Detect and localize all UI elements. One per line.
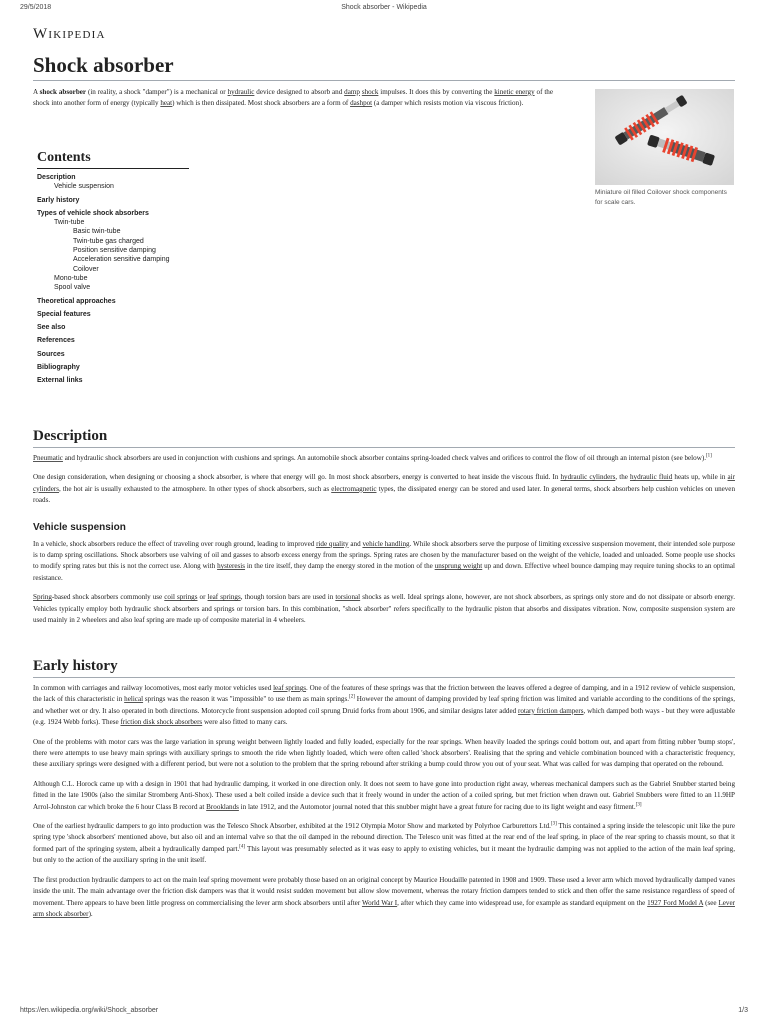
citation-ref[interactable]: [4] [239, 844, 246, 850]
toc-item[interactable]: Description [37, 174, 76, 181]
paragraph: In common with carriages and railway locomotives, most early motor vehicles used leaf springs. One of the features of these springs was that the friction between the leaves offered a degree of damping, and in a 1912 review of vehicle suspension, the lack of this characteristic in helical springs was the reason it was "impossible" to use them as main springs.[2] However the amount of damping provided by leaf spring friction was limited and variable according to the conditions of the springs, and whether wet or dry. It also operated in both directions. Motorcycle front suspension adopted coil sprung Druid forks from about 1906, and similar designs later added rotary friction dampers, which damped both ways - but they were adjustable (e.g. 1924 Webb forks). These friction disk shock absorbers were also fitted to many cars. [33, 684, 735, 727]
toc-item[interactable]: Types of vehicle shock absorbers [37, 209, 149, 217]
section-early-history [33, 657, 735, 928]
page-title: Shock absorber [33, 53, 735, 81]
print-footer [20, 1007, 748, 1019]
print-date: 29/5/2018 [20, 4, 52, 11]
inline-link[interactable]: hydraulic fluid [630, 473, 673, 482]
citation-ref[interactable]: [3] [635, 802, 642, 808]
section-description [33, 427, 735, 634]
inline-link[interactable]: friction disk shock absorbers [120, 718, 203, 727]
thumbnail [595, 89, 734, 208]
toc-item[interactable]: Coilover [73, 265, 99, 273]
citation-ref[interactable]: [2] [349, 695, 355, 701]
section-heading: Description [33, 427, 735, 448]
toc-item[interactable]: Mono-tube [54, 274, 88, 282]
inline-link[interactable]: helical [124, 695, 144, 704]
inline-link[interactable]: rotary friction dampers [518, 706, 584, 715]
bold-term: shock absorber [39, 88, 87, 96]
lead-paragraph: A shock absorber (in reality, a shock "damper") is a mechanical or hydraulic device designed to absorb and damp shock impulses. It does this by converting the kinetic energy of the shock into another form of energy (typically heat) which is then dissipated. Most shock absorbers are a form of dashpot (a damper which resists motion via viscous friction). [33, 88, 553, 108]
paragraph: One of the earliest hydraulic dampers to go into production was the Telesco Shock Absorber, exhibited at the 1912 Olympia Motor Show and marketed by Polyrhoe Carburettors Ltd.[3] This contained a spring inside the telescopic unit like the pure spring type 'shock absorbers' mentioned above, but also oil and an internal valve so that the oil damped in the rebound direction. The Telesco unit was fitted at the rear end of the leaf spring, in place of the rear spring to chassis mount, so that it formed part of the springing system, albeit a hydraulically damped part.[4] This layout was presumably selected as it was easy to apply to existing vehicles, but it meant the hydraulic damping was not applied to the action of the main leaf spring, but only to the action of the auxiliary spring in the unit itself. [33, 821, 735, 865]
paragraph: Although C.L. Horock came up with a design in 1901 that had hydraulic damping, it worked in one direction only. It does not seem to have gone into production right away, whereas mechanical dampers such as the Gabriel Snubber started being fitted in the late 1900s (also the similar Stromberg Anti-Shox). These used a belt coiled inside a device such that it freely wound in under the action of a coiled spring, but met friction when drawn out. Gabriel Snubbers were fitted to an 11.9HP Arrol-Johnston car which broke the 6 hour Class B record at Brooklands in late 1912, and the Automotor journal noted that this snubber might have a great future for racing due to its light weight and easy fitment.[3] [33, 779, 735, 811]
paragraph: Spring-based shock absorbers commonly use coil springs or leaf springs, though torsion bars are used in torsional shocks as well. Ideal springs alone, however, are not shock absorbers, as springs only store and do not dissipate or absorb energy. Vehicles typically employ both hydraulic shock absorbers and springs or torsion bars. In this combination, "shock absorber" refers specifically to the hydraulic piston that absorbs and dissipates vibration. Now, composite suspension system are used mainly in 2 wheelers and also leaf spring are made up of composite material in 4 wheelers. [33, 593, 735, 625]
inline-link[interactable]: vehicle handling [362, 539, 410, 548]
inline-link[interactable]: leaf springs [273, 684, 307, 692]
paragraph: One design consideration, when designing or choosing a shock absorber, is where that energy will go. In most shock absorbers, energy is converted to heat inside the viscous fluid. In hydraulic cylinders, the hydraulic fluid heats up, while in air cylinders, the hot air is usually exhausted to the atmosphere. In other types of shock absorbers, such as electromagnetic types, the dissipated energy can be stored and used later. In general terms, shock absorbers help cushion vehicles on uneven roads. [33, 473, 736, 505]
toc-item[interactable]: Position sensitive damping [73, 247, 156, 255]
citation-ref[interactable]: [3] [550, 821, 557, 827]
inline-link[interactable]: World War I [361, 898, 398, 907]
toc-item[interactable]: Spool valve [54, 284, 91, 292]
paragraph: One of the problems with motor cars was the large variation in sprung weight between lightly loaded and fully loaded, especially for the rear springs. When heavily loaded the springs could bottom out, and apart from fitting rubber 'bump stops', there were attempts to use heavy main springs with auxiliary springs to smooth the ride when lightly loaded, which were often called 'shock absorbers'. Realising that the spring and vehicle combination bounced with a characteristic frequency, these auxiliary springs were designed with a different period, but were not a solution to the problem that the spring rebound after striking a bump could throw you out of your seat. What was called for was damping that operated on the rebound. [33, 737, 735, 769]
inline-link[interactable]: hydraulic cylinders [560, 473, 616, 482]
toc-item[interactable]: Twin-tube [54, 219, 85, 227]
citation-ref[interactable]: [1] [705, 453, 712, 459]
toc-item[interactable]: Early history [37, 196, 80, 204]
inline-link[interactable]: ride quality [316, 539, 349, 548]
article-page [33, 26, 736, 918]
toc-item[interactable]: Basic twin-tube [73, 228, 121, 236]
inline-link[interactable]: Lever arm shock absorber [33, 898, 735, 918]
inline-link[interactable]: torsional [335, 593, 361, 602]
inline-link[interactable]: Pneumatic [33, 454, 63, 462]
print-url: https://en.wikipedia.org/wiki/Shock_absorber [20, 1007, 159, 1014]
inline-link[interactable]: hydraulic [227, 88, 255, 96]
toc-title: Contents [37, 150, 189, 169]
paragraph: In a vehicle, shock absorbers reduce the effect of traveling over rough ground, leading to improved ride quality and vehicle handling. While shock absorbers serve the purpose of limiting excessive suspension movement, their intended sole purpose is to damp spring oscillations. Shock absorbers use valving of oil and gasses to absorb excess energy from the springs. Spring rates are chosen by the manufacturer based on the weight of the vehicle, loaded and unloaded. Some people use shocks to modify spring rates but this is not the correct use. Along with hysteresis in the tire itself, they damp the energy stored in the motion of the unsprung weight up and down. Effective wheel bounce damping may require tuning shocks to an optimal resistance. [33, 539, 736, 582]
table-of-contents [37, 150, 189, 386]
inline-link[interactable]: unsprung weight [434, 562, 483, 571]
inline-link[interactable]: hysteresis [217, 562, 246, 571]
toc-item[interactable]: Vehicle suspension [54, 183, 114, 191]
lead-section [33, 87, 553, 110]
inline-link[interactable]: coil springs [164, 593, 198, 602]
print-page-number: 1/3 [738, 1007, 748, 1014]
toc-item[interactable]: References [37, 337, 75, 345]
thumbnail-caption: Miniature oil filled Coilover shock components for scale cars. [595, 189, 727, 206]
shock-absorber-image[interactable] [595, 89, 734, 185]
toc-item[interactable]: Sources [37, 350, 65, 358]
toc-list [37, 173, 189, 386]
wikipedia-wordmark[interactable]: Wikipedia [33, 26, 106, 42]
inline-link[interactable]: Spring [33, 593, 52, 602]
toc-item[interactable]: External links [37, 377, 83, 385]
inline-link[interactable]: shock [361, 88, 379, 96]
paragraph: The first production hydraulic dampers to act on the main leaf spring movement were probably those based on an original concept by Maurice Houdaille patented in 1908 and 1909. These used a lever arm which moved hydraulically damped vanes inside the unit. The main advantage over the friction disk dampers was that it would resist sudden movement but allow slow movement, whereas the rotary friction dampers tended to stick and then offer the same resistance regardless of speed of movement. There appears to have been little progress on commercialising the lever arm shock absorbers until after World War I, after which they came into widespread use, for example as standard equipment on the 1927 Ford Model A (see Lever arm shock absorber). [33, 875, 735, 918]
inline-link[interactable]: dashpot [350, 99, 373, 108]
inline-link[interactable]: heat [160, 99, 173, 108]
toc-item[interactable]: Bibliography [37, 364, 80, 372]
inline-link[interactable]: kinetic energy [494, 88, 535, 96]
inline-link[interactable]: damp [344, 88, 360, 96]
inline-link[interactable]: electromagnetic [331, 484, 377, 493]
paragraph: Pneumatic and hydraulic shock absorbers are used in conjunction with cushions and springs. An automobile shock absorber contains spring-loaded check valves and orifices to control the flow of oil through an internal piston (see below).[1] [33, 453, 712, 462]
section-heading: Early history [33, 657, 735, 678]
inline-link[interactable]: leaf springs [207, 593, 241, 602]
print-page-title: Shock absorber - Wikipedia [341, 4, 427, 11]
toc-item[interactable]: Theoretical approaches [37, 297, 116, 305]
toc-item[interactable]: Twin-tube gas charged [73, 237, 144, 245]
print-header [20, 4, 748, 16]
inline-link[interactable]: Brooklands [206, 802, 239, 811]
subsection-heading: Vehicle suspension [33, 521, 126, 533]
toc-item[interactable]: See also [37, 324, 66, 332]
toc-item[interactable]: Acceleration sensitive damping [73, 256, 170, 264]
inline-link[interactable]: air cylinders [33, 473, 735, 493]
toc-item[interactable]: Special features [37, 310, 91, 318]
inline-link[interactable]: 1927 Ford Model A [647, 898, 704, 907]
